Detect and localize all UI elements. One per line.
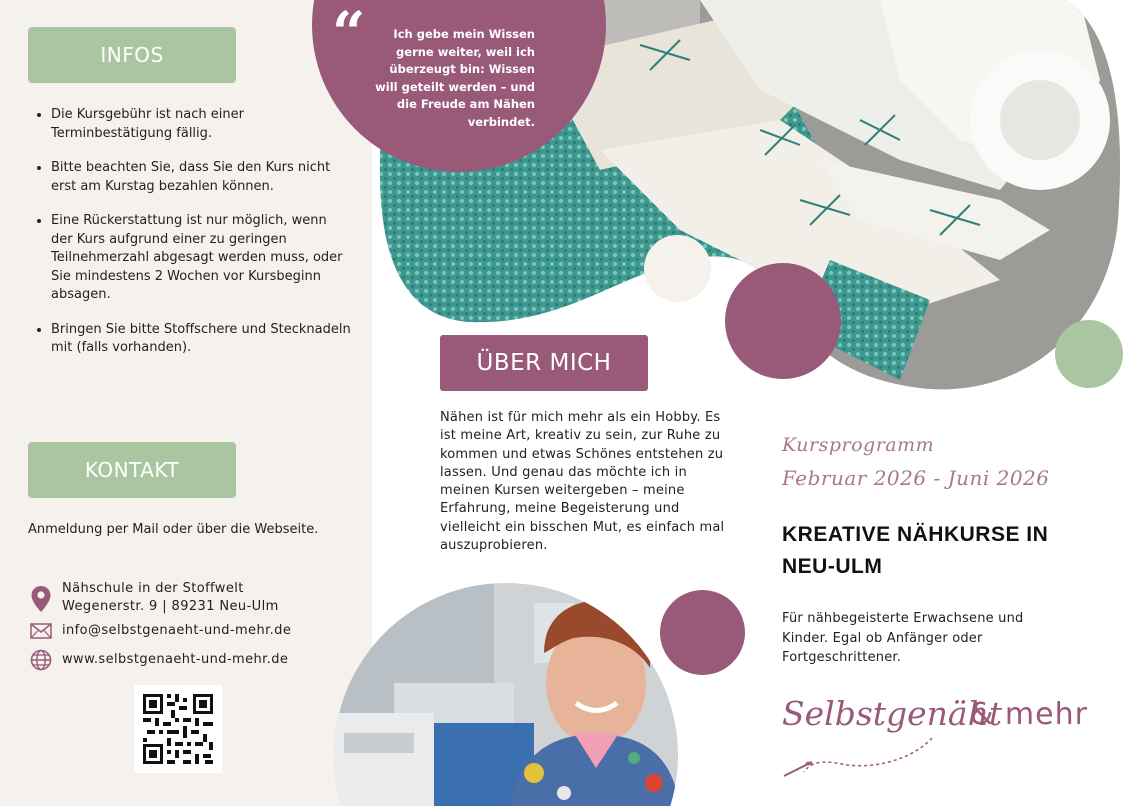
headline-line-1: KREATIVE NÄHKURSE IN: [782, 523, 1049, 546]
website-link[interactable]: www.selbstgenaeht-und-mehr.de: [62, 652, 289, 667]
info-item: • Die Kursgebühr ist nach einer Terminbestätigung fällig.: [51, 106, 351, 143]
kontakt-text: Anmeldung per Mail oder über die Webseite.: [28, 522, 319, 537]
about-text: Nähen ist für mich mehr als ein Hobby. Es ist meine Art, kreativ zu sein, zur Ruhe zu kommen und etwas Schönes entstehen zu lassen. Und genau das möchte ich in meinen Kursen weitergeben – meine Erfahrung, meine Begeisterung und vielleicht ein bisschen Mut, es einfach mal auszuprobieren.: [440, 410, 725, 554]
headline: [782, 519, 1082, 583]
info-item: • Bitte beachten Sie, dass Sie den Kurs nicht erst am Kurstag bezahlen können.: [51, 159, 351, 196]
address-line-1: Nähschule in der Stoffwelt: [62, 581, 244, 596]
audience-text: Für nähbegeisterte Erwachsene und Kinder. Egal ob Anfänger oder Fortgeschrittener.: [782, 611, 1024, 665]
info-item: • Eine Rückerstattung ist nur möglich, wenn der Kurs aufgrund einer zu geringen Teilnehmerzahl abgesagt werden muss, oder Sie mindestens 2 Wochen vor Kursbeginn absagen.: [51, 212, 351, 305]
globe-icon: [30, 649, 52, 671]
portrait-photo: [334, 583, 679, 806]
deco-circle-plum: [725, 263, 841, 379]
program-dates: Februar 2026 - Juni 2026: [782, 466, 1050, 490]
program-title: Kursprogramm: [782, 434, 935, 456]
location-pin-icon: [30, 585, 52, 613]
ueber-mich-heading: ÜBER MICH: [440, 335, 648, 391]
needle-thread-icon: [782, 730, 982, 782]
envelope-icon: [30, 623, 52, 639]
brand-rest: & mehr: [970, 697, 1088, 732]
kontakt-heading: KONTAKT: [28, 442, 236, 498]
headline-line-2: NEU-ULM: [782, 555, 883, 578]
deco-circle-cream: [644, 235, 711, 302]
deco-circle-sage: [1055, 320, 1123, 388]
brand-logo: [782, 694, 1122, 784]
quote-mark-icon: “: [332, 0, 366, 67]
quote-text: Ich gebe mein Wissen gerne weiter, weil ich überzeugt bin: Wissen will geteilt werden – und die Freude am Nähen verbindet.: [375, 27, 535, 129]
infos-heading: INFOS: [28, 27, 236, 83]
info-item: • Bringen Sie bitte Stoffschere und Stecknadeln mit (falls vorhanden).: [51, 321, 351, 358]
brand-script: Selbstgenäht: [782, 694, 1003, 733]
qr-code[interactable]: [134, 685, 222, 773]
address-line-2: Wegenerstr. 9 | 89231 Neu-Ulm: [62, 599, 279, 614]
email-link[interactable]: info@selbstgenaeht-und-mehr.de: [62, 623, 292, 638]
